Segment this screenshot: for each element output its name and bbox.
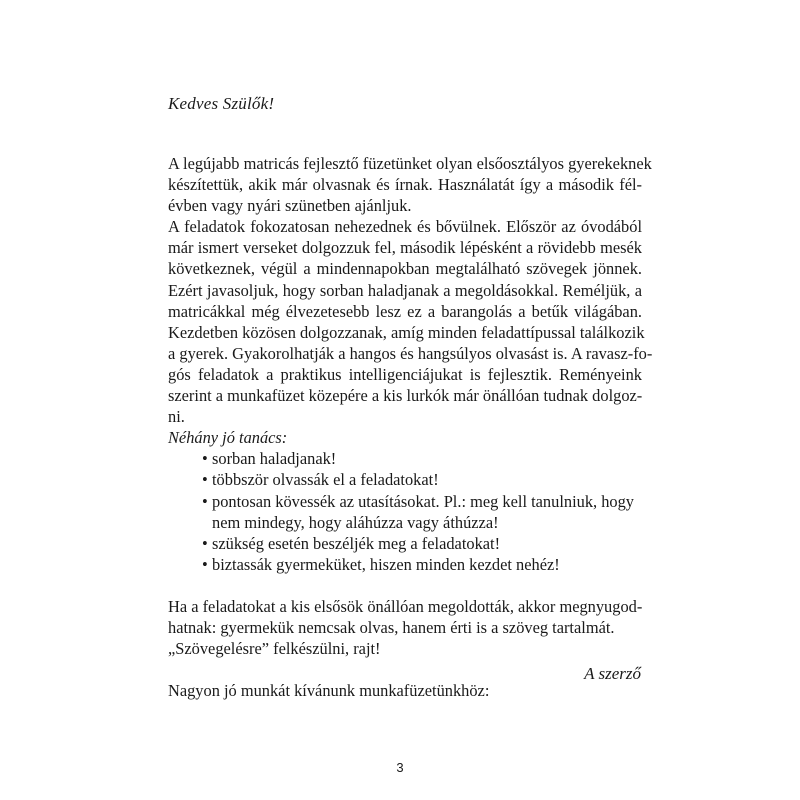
tip-text-continuation: nem mindegy, hogy aláhúzza vagy áthúzza!	[212, 512, 499, 532]
text-line: gós feladatok a praktikus intelligenciájukat is fejlesztik. Reményeink	[168, 364, 642, 384]
text-line: hatnak: gyermekük nemcsak olvas, hanem érti is a szöveg tartalmát.	[168, 618, 615, 638]
tip-text: szükség esetén beszéljék meg a feladatokat!	[212, 533, 501, 553]
list-item	[202, 554, 642, 575]
bullet-icon: •	[202, 470, 208, 490]
wish-line: Nagyon jó munkát kívánunk munkafüzetünkhöz:	[168, 681, 490, 701]
list-item	[202, 469, 642, 490]
bullet-icon: •	[202, 554, 208, 574]
text-line: a gyerek. Gyakorolhatják a hangos és hangsúlyos olvasást is. A ravasz-fo-	[168, 343, 653, 363]
tips-list	[168, 448, 642, 575]
tip-text: többször olvassák el a feladatokat!	[212, 470, 439, 490]
intro-paragraph	[168, 153, 653, 427]
closing-paragraph	[168, 596, 642, 659]
list-item	[202, 491, 642, 533]
text-line: ni.	[168, 407, 185, 427]
text-line: Ezért javasoljuk, hogy sorban haladjanak a megoldásokkal. Reméljük, a	[168, 280, 642, 300]
tips-heading: Néhány jó tanács:	[168, 428, 288, 448]
paragraph-gap	[168, 659, 642, 680]
letter-body	[168, 153, 653, 701]
text-line: matricákkal még élvezetesebb lesz ez a barangolás a betűk világában.	[168, 301, 642, 321]
text-line: készítettük, akik már olvasnak és írnak. Használatát így a második fél-	[168, 175, 642, 195]
text-line: Ha a feladatokat a kis elsősök önállóan megoldották, akkor megnyugod-	[168, 596, 643, 616]
bullet-icon: •	[202, 491, 208, 511]
text-line: évben vagy nyári szünetben ajánljuk.	[168, 196, 412, 216]
text-line: már ismert verseket dolgozzuk fel, második lépésként a rövidebb mesék	[168, 238, 642, 258]
paragraph-gap	[168, 575, 642, 596]
tip-text: pontosan kövessék az utasításokat. Pl.: meg kell tanulniuk, hogy	[212, 491, 634, 511]
text-line: A feladatok fokozatosan nehezednek és bővülnek. Először az óvodából	[168, 217, 642, 237]
signature: A szerző	[584, 664, 641, 683]
list-item	[202, 533, 642, 554]
bullet-icon: •	[202, 533, 208, 553]
list-item	[202, 448, 642, 469]
text-line: „Szövegelésre” felkészülni, rajt!	[168, 639, 381, 659]
text-line: következnek, végül a mindennapokban megtalálható szövegek jönnek.	[168, 259, 642, 279]
text-line: A legújabb matricás fejlesztő füzetünket olyan elsőosztályos gyerekeknek	[168, 154, 652, 173]
text-line: Kezdetben közösen dolgozzanak, amíg minden feladattípussal találkozik	[168, 322, 645, 342]
page-number: 3	[396, 760, 404, 775]
bullet-icon: •	[202, 449, 208, 469]
tip-text: biztassák gyermeküket, hiszen minden kezdet nehéz!	[212, 554, 560, 574]
text-line: szerint a munkafüzet közepére a kis lurkók már önállóan tudnak dolgoz-	[168, 386, 643, 406]
salutation: Kedves Szülők!	[168, 94, 275, 113]
tip-text: sorban haladjanak!	[212, 449, 337, 469]
